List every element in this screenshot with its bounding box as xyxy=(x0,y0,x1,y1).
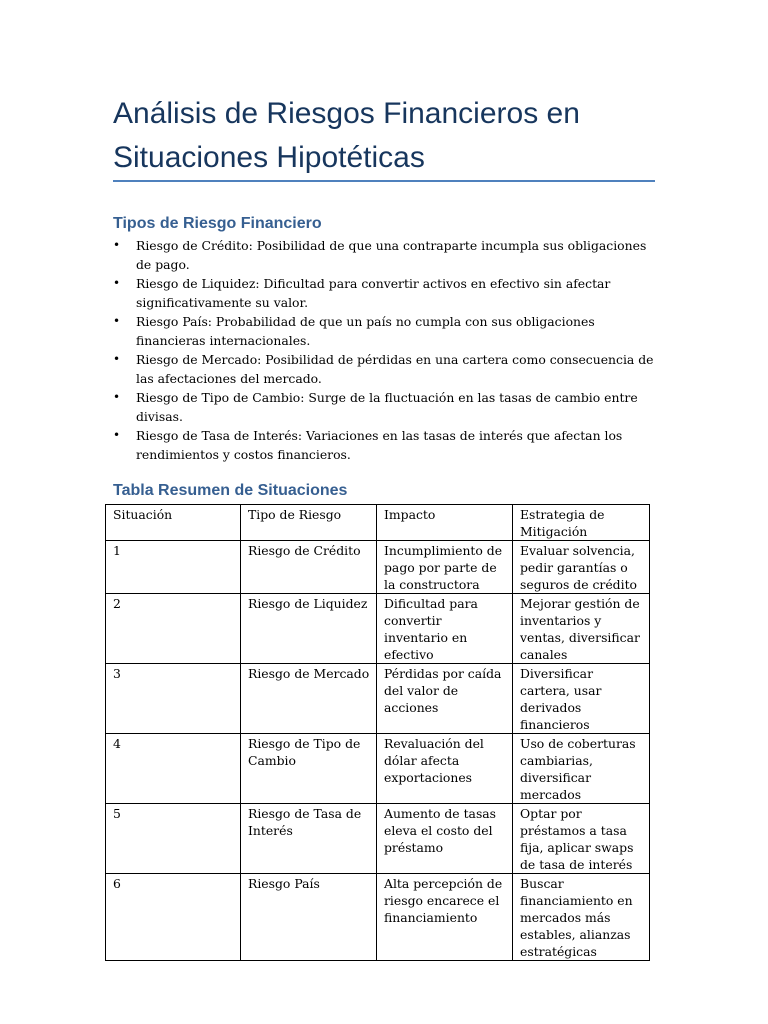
table-row xyxy=(106,541,650,594)
table-cell: 2 xyxy=(106,594,241,664)
list-item xyxy=(113,274,658,312)
table-cell: Pérdidas por caída del valor de acciones xyxy=(377,664,513,734)
list-item-text: Riesgo de Mercado: Posibilidad de pérdidas en una cartera como consecuencia de las afectaciones del mercado. xyxy=(136,352,654,386)
list-item-text: Riesgo de Liquidez: Dificultad para convertir activos en efectivo sin afectar significativamente su valor. xyxy=(136,276,611,310)
table-cell: Incumplimiento de pago por parte de la constructora xyxy=(377,541,513,594)
bullet-icon: • xyxy=(113,352,121,366)
table-row xyxy=(106,874,650,961)
table-row xyxy=(106,594,650,664)
list-item xyxy=(113,236,658,274)
table-cell: Riesgo de Tasa de Interés xyxy=(241,804,377,874)
bullet-icon: • xyxy=(113,428,121,442)
table-cell: Buscar financiamiento en mercados más estables, alianzas estratégicas xyxy=(513,874,650,961)
table-cell: Revaluación del dólar afecta exportaciones xyxy=(377,734,513,804)
header-cell-situacion: Situación xyxy=(106,505,241,541)
table-cell: Riesgo de Crédito xyxy=(241,541,377,594)
table-header-row xyxy=(106,505,650,541)
table-cell: Uso de coberturas cambiarias, diversificar mercados xyxy=(513,734,650,804)
table-cell: Riesgo de Tipo de Cambio xyxy=(241,734,377,804)
list-item xyxy=(113,426,658,464)
table-cell: Optar por préstamos a tasa fija, aplicar swaps de tasa de interés xyxy=(513,804,650,874)
list-item-text: Riesgo de Tasa de Interés: Variaciones en las tasas de interés que afectan los rendimientos y costos financieros. xyxy=(136,428,623,462)
section-heading-risk-types: Tipos de Riesgo Financiero xyxy=(113,215,322,232)
table-row xyxy=(106,804,650,874)
header-cell-tipo-de-riesgo: Tipo de Riesgo xyxy=(241,505,377,541)
list-item-text: Riesgo País: Probabilidad de que un país no cumpla con sus obligaciones financieras internacionales. xyxy=(136,314,595,348)
table-cell: 6 xyxy=(106,874,241,961)
bullet-icon: • xyxy=(113,390,121,404)
bullet-icon: • xyxy=(113,314,121,328)
list-item xyxy=(113,388,658,426)
header-cell-impacto: Impacto xyxy=(377,505,513,541)
header-cell-estrategia: Estrategia de Mitigación xyxy=(513,505,650,541)
list-item xyxy=(113,312,658,350)
bullet-icon: • xyxy=(113,276,121,290)
table-cell: Riesgo de Mercado xyxy=(241,664,377,734)
risk-types-list xyxy=(113,236,658,464)
table-cell: Riesgo de Liquidez xyxy=(241,594,377,664)
table-cell: 3 xyxy=(106,664,241,734)
table-row xyxy=(106,664,650,734)
table-row xyxy=(106,734,650,804)
table-cell: Dificultad para convertir inventario en efectivo xyxy=(377,594,513,664)
section-heading-summary-table: Tabla Resumen de Situaciones xyxy=(113,482,348,499)
table-cell: Evaluar solvencia, pedir garantías o seguros de crédito xyxy=(513,541,650,594)
table-cell: Diversificar cartera, usar derivados financieros xyxy=(513,664,650,734)
list-item xyxy=(113,350,658,388)
table-cell: 1 xyxy=(106,541,241,594)
list-item-text: Riesgo de Tipo de Cambio: Surge de la fluctuación en las tasas de cambio entre divisas. xyxy=(136,390,638,424)
table-cell: 4 xyxy=(106,734,241,804)
table-cell: Riesgo País xyxy=(241,874,377,961)
table-cell: Mejorar gestión de inventarios y ventas, diversificar canales xyxy=(513,594,650,664)
title-underline xyxy=(113,180,655,182)
bullet-icon: • xyxy=(113,238,121,252)
list-item-text: Riesgo de Crédito: Posibilidad de que una contraparte incumpla sus obligaciones de pago. xyxy=(136,238,647,272)
table-cell: Aumento de tasas eleva el costo del préstamo xyxy=(377,804,513,874)
document-title: Análisis de Riesgos Financieros en Situaciones Hipotéticas xyxy=(113,97,580,174)
summary-table xyxy=(105,504,650,961)
table-cell: 5 xyxy=(106,804,241,874)
table-cell: Alta percepción de riesgo encarece el financiamiento xyxy=(377,874,513,961)
